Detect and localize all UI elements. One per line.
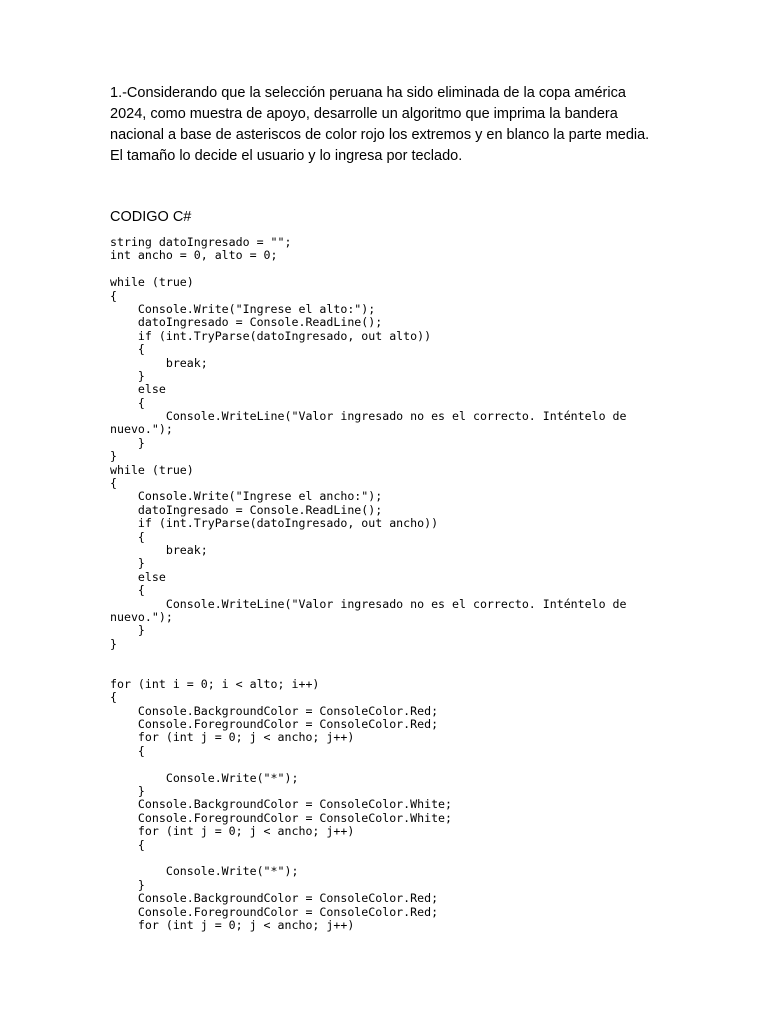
code-line: }: [110, 636, 117, 651]
code-line: for (int i = 0; i < alto; i++): [110, 676, 320, 691]
code-line: {: [110, 288, 117, 303]
code-line: Console.ForegroundColor = ConsoleColor.Red;: [110, 904, 439, 919]
code-line: string datoIngresado = "";: [110, 235, 292, 249]
code-block: [110, 236, 627, 932]
code-line: for (int j = 0; j < ancho; j++): [110, 824, 355, 839]
code-line: [110, 665, 627, 678]
code-line: Console.Write("*");: [110, 770, 299, 785]
code-line: else: [110, 569, 166, 584]
code-line: Console.ForegroundColor = ConsoleColor.White;: [110, 810, 453, 825]
code-line: if (int.TryParse(datoIngresado, out ancho)): [110, 516, 439, 531]
code-line: Console.BackgroundColor = ConsoleColor.Red;: [110, 891, 439, 906]
code-line: int ancho = 0, alto = 0;: [110, 248, 278, 263]
code-line: nuevo.");: [110, 422, 173, 437]
code-line: }: [110, 623, 145, 638]
code-line: [110, 758, 627, 771]
code-line: while (true): [110, 462, 194, 477]
code-line: Console.BackgroundColor = ConsoleColor.White;: [110, 797, 453, 812]
code-line: }: [110, 556, 145, 571]
code-line: {: [110, 529, 145, 544]
code-line: {: [110, 837, 145, 852]
code-line: Console.ForegroundColor = ConsoleColor.Red;: [110, 717, 439, 732]
code-line: Console.BackgroundColor = ConsoleColor.Red;: [110, 703, 439, 718]
code-line: Console.Write("*");: [110, 864, 299, 879]
code-heading: CODIGO C#: [110, 209, 192, 225]
code-line: Console.WriteLine("Valor ingresado no es el correcto. Inténtelo de: [110, 409, 627, 424]
code-line: datoIngresado = Console.ReadLine();: [110, 315, 383, 330]
code-line: Console.Write("Ingrese el ancho:");: [110, 489, 383, 504]
code-line: datoIngresado = Console.ReadLine();: [110, 502, 383, 517]
code-line: if (int.TryParse(datoIngresado, out alto)): [110, 328, 432, 343]
code-line: while (true): [110, 275, 194, 290]
code-line: }: [110, 877, 145, 892]
code-line: {: [110, 476, 117, 491]
code-line: {: [110, 690, 117, 705]
code-line: for (int j = 0; j < ancho; j++): [110, 917, 355, 932]
code-line: {: [110, 395, 145, 410]
code-line: [110, 263, 627, 276]
code-line: [110, 651, 627, 664]
code-line: {: [110, 743, 145, 758]
code-line: {: [110, 583, 145, 598]
code-line: Console.WriteLine("Valor ingresado no es el correcto. Inténtelo de: [110, 596, 627, 611]
document-page: [110, 83, 670, 932]
code-line: }: [110, 449, 117, 464]
code-line: }: [110, 435, 145, 450]
code-line: Console.Write("Ingrese el alto:");: [110, 301, 376, 316]
code-line: }: [110, 368, 145, 383]
code-line: break;: [110, 355, 208, 370]
problem-statement: 1.-Considerando que la selección peruana ha sido eliminada de la copa américa 2024, como muestra de apoyo, desarrolle un algoritmo que imprima la bandera nacional a base de asteriscos de color rojo los extremos y en blanco la parte media. El tamaño lo decide el usuario y lo ingresa por teclado.: [110, 85, 650, 164]
code-line: }: [110, 784, 145, 799]
code-line: break;: [110, 542, 208, 557]
code-line: {: [110, 342, 145, 357]
code-line: [110, 852, 627, 865]
code-line: for (int j = 0; j < ancho; j++): [110, 730, 355, 745]
code-line: else: [110, 382, 166, 397]
code-line: nuevo.");: [110, 609, 173, 624]
